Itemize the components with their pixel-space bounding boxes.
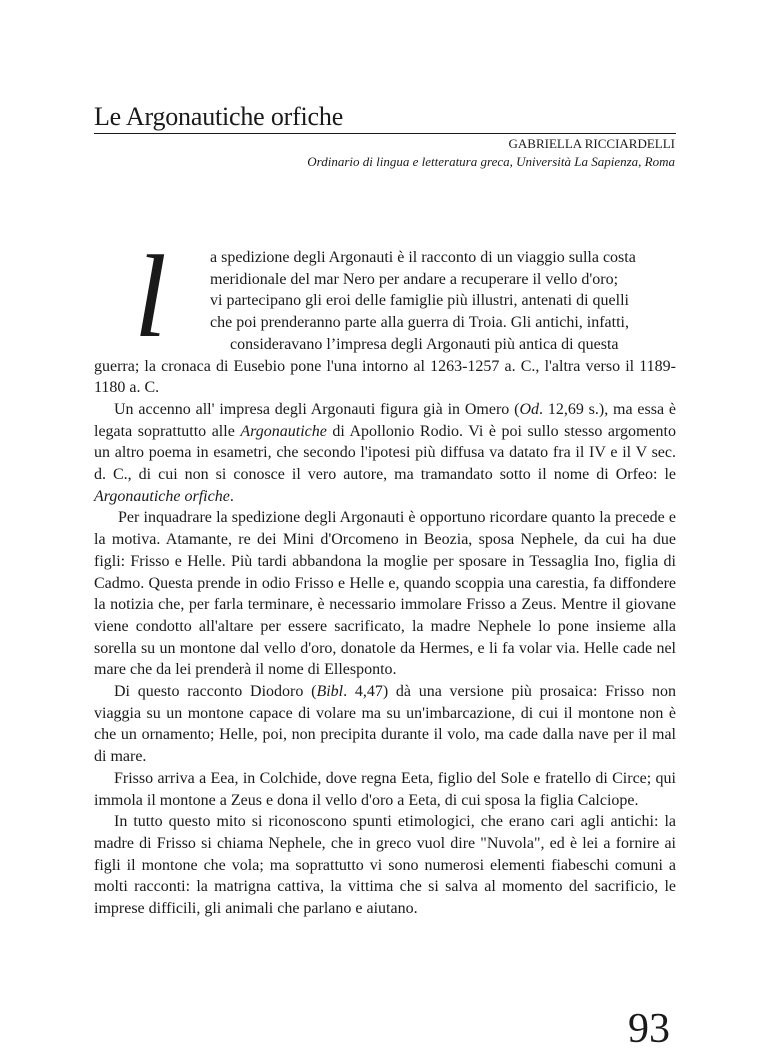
page-number: 93 (628, 1006, 670, 1052)
text-line: vi partecipano gli eroi delle famiglie più illustri, antenati di quelli (210, 292, 629, 310)
text-run: . 4,47) dà una versione più prosaica: Frisso non viaggia su un montone capace di volare ma su un'imbarcazione, di cui il montone non è che un ornamento; Helle, poi, non precipita durante il volo, ma cade dalla nave per il mal di mare. (94, 683, 676, 766)
text-line: meridionale del mar Nero per andare a recuperare il vello d'oro; (210, 270, 619, 288)
article-body (94, 247, 676, 920)
citation-od: Od (519, 400, 539, 418)
text-line: a spedizione degli Argonauti è il racconto di un viaggio sulla costa (210, 249, 636, 266)
text-run: . 12,69 s.), ma essa è legata soprattutto alle (94, 400, 677, 440)
citation-bibl: Bibl (316, 683, 344, 701)
text-run: di Apollonio Rodio. Vi è poi sullo stesso argomento un altro poema in esametri, che secondo l'ipotesi più diffusa va datato fra il IV e il V sec. d. C., di cui non si conosce il vero autore, ma tramandato sotto il nome di Orfeo: le (94, 422, 677, 484)
paragraph-1-opening (94, 247, 676, 356)
author-name: GABRIELLA RICCIARDELLI (508, 136, 675, 151)
text-run: Un accenno all' impresa degli Argonauti figura già in Omero ( (114, 400, 520, 418)
paragraph-3: Per inquadrare la spedizione degli Argonauti è opportuno ricordare quanto la precede e la motiva. Atamante, re dei Mini d'Orcomeno in Beozia, sposa Nephele, da cui ha due figli: Frisso e Helle. Più tardi abbandona la moglie per sposare in Tessaglia Ino, figlia di Cadmo. Questa prende in odio Frisso e Helle e, quando scoppia una carestia, fa diffondere la notizia che, per farla terminare, è necessario immolare Frisso a Zeus. Mentre il giovane viene condotto all'altare per essere sacrificato, la madre Nephele lo pone insieme alla sorella su un montone dal vello d'oro, donatole da Hermes, e li fa volar via. Helle cade nel mare che da lei prenderà il nome di Ellesponto. (94, 509, 676, 679)
text-run: Di questo racconto Diodoro ( (114, 683, 317, 701)
text-line: consideravano l’impresa degli Argonauti più antica di questa (230, 335, 619, 353)
paragraph-2 (94, 399, 676, 508)
title-rule (94, 133, 676, 134)
paragraph-4 (94, 681, 676, 768)
paragraph-1-tail: guerra; la cronaca di Eusebio pone l'una intorno al 1263-1257 a. C., l'altra verso il 1189-1180 a. C. (94, 357, 676, 397)
author-affiliation: Ordinario di lingua e letteratura greca, Università La Sapienza, Roma (307, 154, 675, 169)
text-line: che poi prenderanno parte alla guerra di Troia. Gli antichi, infatti, (210, 314, 629, 332)
work-title-argonautiche: Argonautiche (240, 422, 327, 440)
work-title-argonautiche-orfiche: Argonautiche orfiche (94, 487, 230, 505)
drop-cap: l (134, 231, 167, 362)
paragraph-6: In tutto questo mito si riconoscono spunti etimologici, che erano cari agli antichi: la madre di Frisso si chiama Nephele, che in greco vuol dire "Nuvola", ed è lei a fornire ai figli il montone che vola; ma soprattutto vi sono numerosi elementi fiabeschi comuni a molti racconti: la matrigna cattiva, la vittima che si salva al momento del sacrificio, le imprese difficili, gli animali che parlano e aiutano. (94, 813, 676, 918)
paragraph-5: Frisso arriva a Eea, in Colchide, dove regna Eeta, figlio del Sole e fratello di Circe; qui immola il montone a Zeus e dona il vello d'oro a Eeta, di cui sposa la figlia Calciope. (94, 769, 676, 809)
text-run: . (229, 487, 234, 505)
article-title: Le Argonautiche orfiche (94, 102, 344, 131)
